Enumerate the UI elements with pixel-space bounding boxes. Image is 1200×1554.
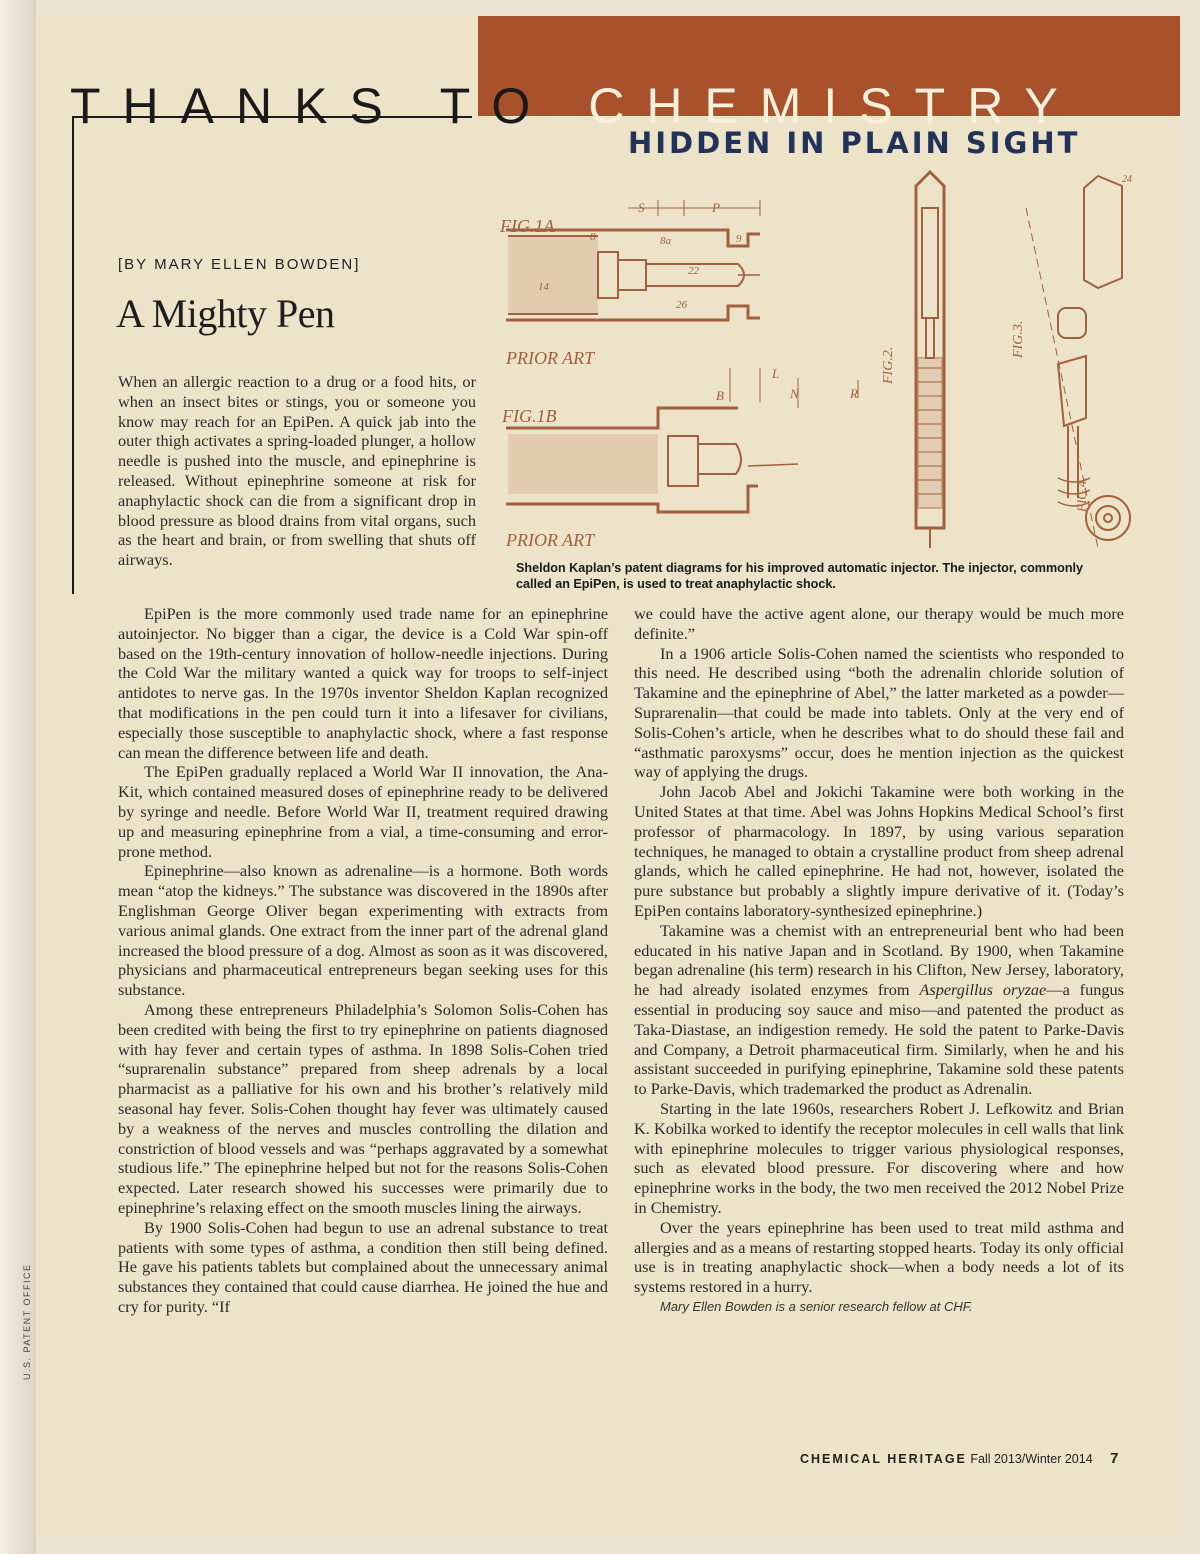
issue-date: Fall 2013/Winter 2014 <box>970 1452 1093 1466</box>
body-paragraph: In a 1906 article Solis-Cohen named the scientists who responded to this need. He described using “both the adrenalin chloride solution of Takamine and the epinephrine of Abel,” the latter marketed as a powder—Suprarenalin—that could be made into tablets. Only at the very end of Solis-Cohen’s article, when he describes what to do should these fail and “asthmatic paroxysms” occur, does he mention injection as the quickest way of applying the drugs. <box>634 643 1124 782</box>
body-paragraph: By 1900 Solis-Cohen had begun to use an adrenal substance to treat patients with some types of asthma, a condition then still being defined. He gave his patients tablets but complained about the unnecessary animal substances they contained that could cause diarrhea. He joined the hue and cry for purity. “If <box>118 1217 608 1316</box>
fig-1b-drawing <box>506 368 858 512</box>
body-paragraph: Among these entrepreneurs Philadelphia’s Solomon Solis-Cohen has been credited with being the first to try epinephrine on patients diagnosed with hay fever and certain types of asthma. In 1898 Solis-Cohen tried “suprarenalin substance” prepared from sheep adrenals by a local pharmacist as a palliative for his own and his brother’s relatively mild seasonal hay fever. Solis-Cohen thought hay fever was ultimately caused by a weakness of the nerves and muscles controlling the dilation and constriction of blood vessels and was “perhaps aggravated by a somewhat studious life.” The epinephrine helped but not for the reasons Solis-Cohen expected. Later research showed his successes were primarily due to epinephrine’s relaxing effect on the smooth muscles lining the airways. <box>118 999 608 1217</box>
series-title-light: CHEMISTRY <box>588 78 1080 134</box>
article-title: A Mighty Pen <box>116 291 335 336</box>
takamine-text-pre: Takamine was a chemist with an entrepreneurial bent who had been educated in his native Japan and in Scotland. By 1900, when Takamine began adrenaline (his term) research in his Clifton, New Jersey, laboratory, he had already isolated enzymes from <box>634 920 1124 1000</box>
body-paragraph: EpiPen is the more commonly used trade name for an epinephrine autoinjector. No bigger than a cigar, the device is a Cold War spin-off based on the 19th-century innovation of hollow-needle injections. During the Cold War the military wanted a quick way for troops to self-inject antidotes to nerve gas. In the 1970s inventor Sheldon Kaplan recognized that modifications in the pen could turn it into a lifesaver for civilians, especially those susceptible to anaphylactic shock, where a fast response can mean the difference between life and death. <box>118 604 608 762</box>
patent-diagram <box>498 168 1130 560</box>
intro-paragraph: When an allergic reaction to a drug or a food hits, or when an insect bites or stings, you or someone you know may reach for an EpiPen. A quick jab into the outer thigh activates a spring-loaded plunger, a hollow needle is pushed into the muscle, and epinephrine is released. Without epinephrine someone at risk for anaphylactic shock can die from a significant drop in blood pressure as blood drains from vital organs, such as the heart and brain, or from swelling that shuts off airways. <box>118 372 476 570</box>
fig-3-label: FIG.3. <box>1011 320 1026 358</box>
species-name: Aspergillus oryzae <box>919 980 1047 1000</box>
body-paragraph: The EpiPen gradually replaced a World War II innovation, the Ana-Kit, which contained measured doses of epinephrine ready to be delivered by syringe and needle. Before World War II, treatment required drawing up and measuring epinephrine from a vial, a time-consuming and error-prone method. <box>118 762 608 861</box>
dim-label-b: B <box>716 388 724 403</box>
body-paragraph-continued: we could have the active agent alone, our therapy would be much more definite.” <box>634 604 1124 643</box>
body-paragraph-takamine <box>634 921 1124 1099</box>
part-label-24: 24 <box>1122 174 1132 185</box>
page-footer <box>800 1450 1118 1467</box>
frame-left-rule <box>72 116 74 594</box>
dim-label-r: R <box>850 386 858 401</box>
fig-2-drawing <box>916 172 944 548</box>
body-paragraph: Over the years epinephrine has been used to treat mild asthma and allergies and as a means of restarting stopped hearts. Today its only official use is in treating anaphylactic shock—when a body needs a lot of its systems restored in a hurry. <box>634 1217 1124 1297</box>
figure-caption: Sheldon Kaplan’s patent diagrams for his improved automatic injector. The injector, commonly called an EpiPen, is used to treat anaphylactic shock. <box>516 561 1084 591</box>
body-paragraph: Epinephrine—also known as adrenaline—is a hormone. Both words mean “atop the kidneys.” The substance was discovered in the 1890s after Englishman George Oliver began experimenting with extracts from various animal glands. One extract from the inner part of the adrenal gland increased the blood pressure of a dog. Almost as soon as it was discovered, physicians and pharmaceutical entrepreneurs began seeking uses for this substance. <box>118 861 608 1000</box>
part-label-8a: 8a <box>660 235 671 247</box>
fig-1b-label: FIG.1B <box>502 406 557 426</box>
dim-label-s: S <box>638 200 645 215</box>
page-number: 7 <box>1110 1450 1119 1467</box>
series-title-dark: THANKS TO <box>70 78 589 134</box>
byline: [BY MARY ELLEN BOWDEN] <box>118 256 361 273</box>
right-column <box>634 604 1124 1317</box>
takamine-text-post: —a fungus essential in producing soy sauce and miso—and patented the product as Taka-Diastase, an indigestion remedy. He sold the patent to Parke-Davis and Company, a Detroit pharmaceutical firm. Similarly, when he and his assistant succeeded in purifying epinephrine, Takamine sold these patents to Parke-Davis, which trademarked the product as Adrenalin. <box>634 980 1125 1099</box>
magazine-name: CHEMICAL HERITAGE <box>800 1452 967 1466</box>
left-column <box>118 604 608 1317</box>
prior-art-label-2: PRIOR ART <box>506 530 595 550</box>
dim-label-p: P <box>712 200 720 215</box>
fig-4-drawing <box>1086 496 1130 540</box>
fig-4-label: FIG.4. <box>1074 477 1089 512</box>
fig-1a-label: FIG.1A <box>500 216 555 236</box>
part-label-9: 9 <box>736 233 742 245</box>
intro-paragraph-block <box>118 372 476 570</box>
dim-label-l: L <box>772 366 780 381</box>
body-paragraph: John Jacob Abel and Jokichi Takamine were both working in the United States at that time. Abel was Johns Hopkins Medical School’s first professor of pharmacology. In 1897, by using various separation techniques, he managed to obtain a crystalline product from sheep adrenal glands, which he called epinephrine. He had not, however, isolated the pure substance but probably a slightly impure derivative of it. (Today’s EpiPen contains laboratory-synthesized epinephrine.) <box>634 782 1124 920</box>
library-stamp: U.S. PATENT OFFICE <box>22 1263 32 1380</box>
body-paragraph: Starting in the late 1960s, researchers Robert J. Lefkowitz and Brian K. Kobilka worked to identify the receptor molecules in cell walls that link with epinephrine molecules to trigger various physiological responses, such as elevated blood pressure. For discovering where and how epinephrine works in the body, the two men received the 2012 Nobel Prize in Chemistry. <box>634 1098 1124 1217</box>
diagram-ink <box>506 172 1130 548</box>
dim-label-n: N <box>790 386 799 401</box>
author-note: Mary Ellen Bowden is a senior research fellow at CHF. <box>660 1298 973 1314</box>
part-label-26: 26 <box>676 299 687 311</box>
part-label-8: 8 <box>590 231 596 243</box>
part-label-22: 22 <box>688 265 699 277</box>
prior-art-label-1: PRIOR ART <box>506 348 595 368</box>
part-label-14: 14 <box>538 281 549 293</box>
section-kicker: HIDDEN IN PLAIN SIGHT <box>628 126 1081 160</box>
fig-2-label: FIG.2. <box>881 346 896 384</box>
